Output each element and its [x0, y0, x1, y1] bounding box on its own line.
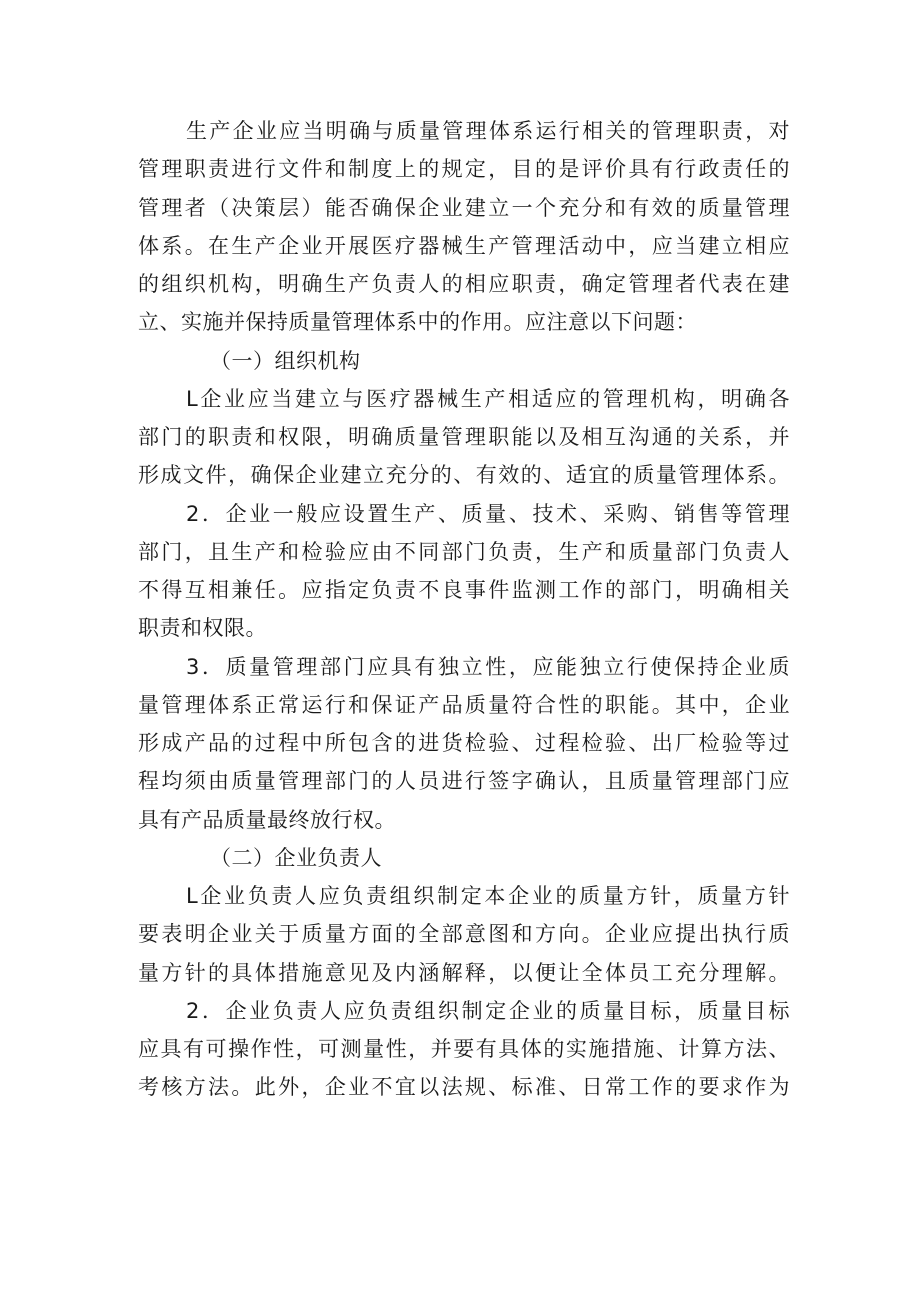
text-line: 不得互相兼任。应指定负责不良事件监测工作的部门，明确相关 — [138, 578, 790, 602]
text-line: L企业应当建立与医疗器械生产相适应的管理机构，明确各 — [186, 386, 790, 411]
text-line: 的组织机构，明确生产负责人的相应职责，确定管理者代表在建 — [138, 272, 790, 296]
text-line: 形成产品的过程中所包含的进货检验、过程检验、出厂检验等过 — [138, 731, 790, 755]
text-line: 要表明企业关于质量方面的全部意图和方向。企业应提出执行质 — [138, 922, 790, 947]
text-line: 立、实施并保持质量管理体系中的作用。应注意以下问题： — [138, 310, 697, 335]
text-line: 部门的职责和权限，明确质量管理职能以及相互沟通的关系，并 — [138, 425, 790, 449]
text-line: 形成文件，确保企业建立充分的、有效的、适宜的质量管理体系。 — [138, 463, 790, 488]
text-line: 部门，且生产和检验应由不同部门负责，生产和质量部门负责人 — [138, 539, 790, 564]
section-heading: （一）组织机构 — [210, 348, 361, 373]
text-line: 具有产品质量最终放行权。 — [138, 807, 396, 832]
text-line: 管理者（决策层）能否确保企业建立一个充分和有效的质量管理 — [138, 195, 790, 220]
text-line: 职责和权限。 — [138, 616, 267, 641]
text-line: 程均须由质量管理部门的人员进行签字确认，且质量管理部门应 — [138, 769, 790, 794]
text-line: 量管理体系正常运行和保证产品质量符合性的职能。其中，企业 — [138, 692, 790, 717]
text-line: 应具有可操作性，可测量性，并要有具体的实施措施、计算方法、 — [138, 1037, 790, 1061]
text-line: 考核方法。此外，企业不宜以法规、标准、日常工作的要求作为 — [138, 1075, 790, 1100]
text-line: 3．质量管理部门应具有独立性，应能独立行使保持企业质 — [186, 654, 790, 679]
text-line: 2．企业负责人应负责组织制定企业的质量目标，质量目标 — [186, 998, 790, 1023]
text-line: 管理职责进行文件和制度上的规定，目的是评价具有行政责任的 — [138, 157, 790, 182]
text-line: 量方针的具体措施意见及内涵解释，以便让全体员工充分理解。 — [138, 960, 790, 985]
text-line: L企业负责人应负责组织制定本企业的质量方针，质量方针 — [186, 884, 790, 908]
text-line: 2．企业一般应设置生产、质量、技术、采购、销售等管理 — [186, 501, 790, 526]
document-body — [138, 112, 790, 1107]
section-heading: （二）企业负责人 — [210, 845, 382, 870]
text-line: 生产企业应当明确与质量管理体系运行相关的管理职责，对 — [186, 119, 790, 143]
text-line: 体系。在生产企业开展医疗器械生产管理活动中，应当建立相应 — [138, 233, 790, 258]
